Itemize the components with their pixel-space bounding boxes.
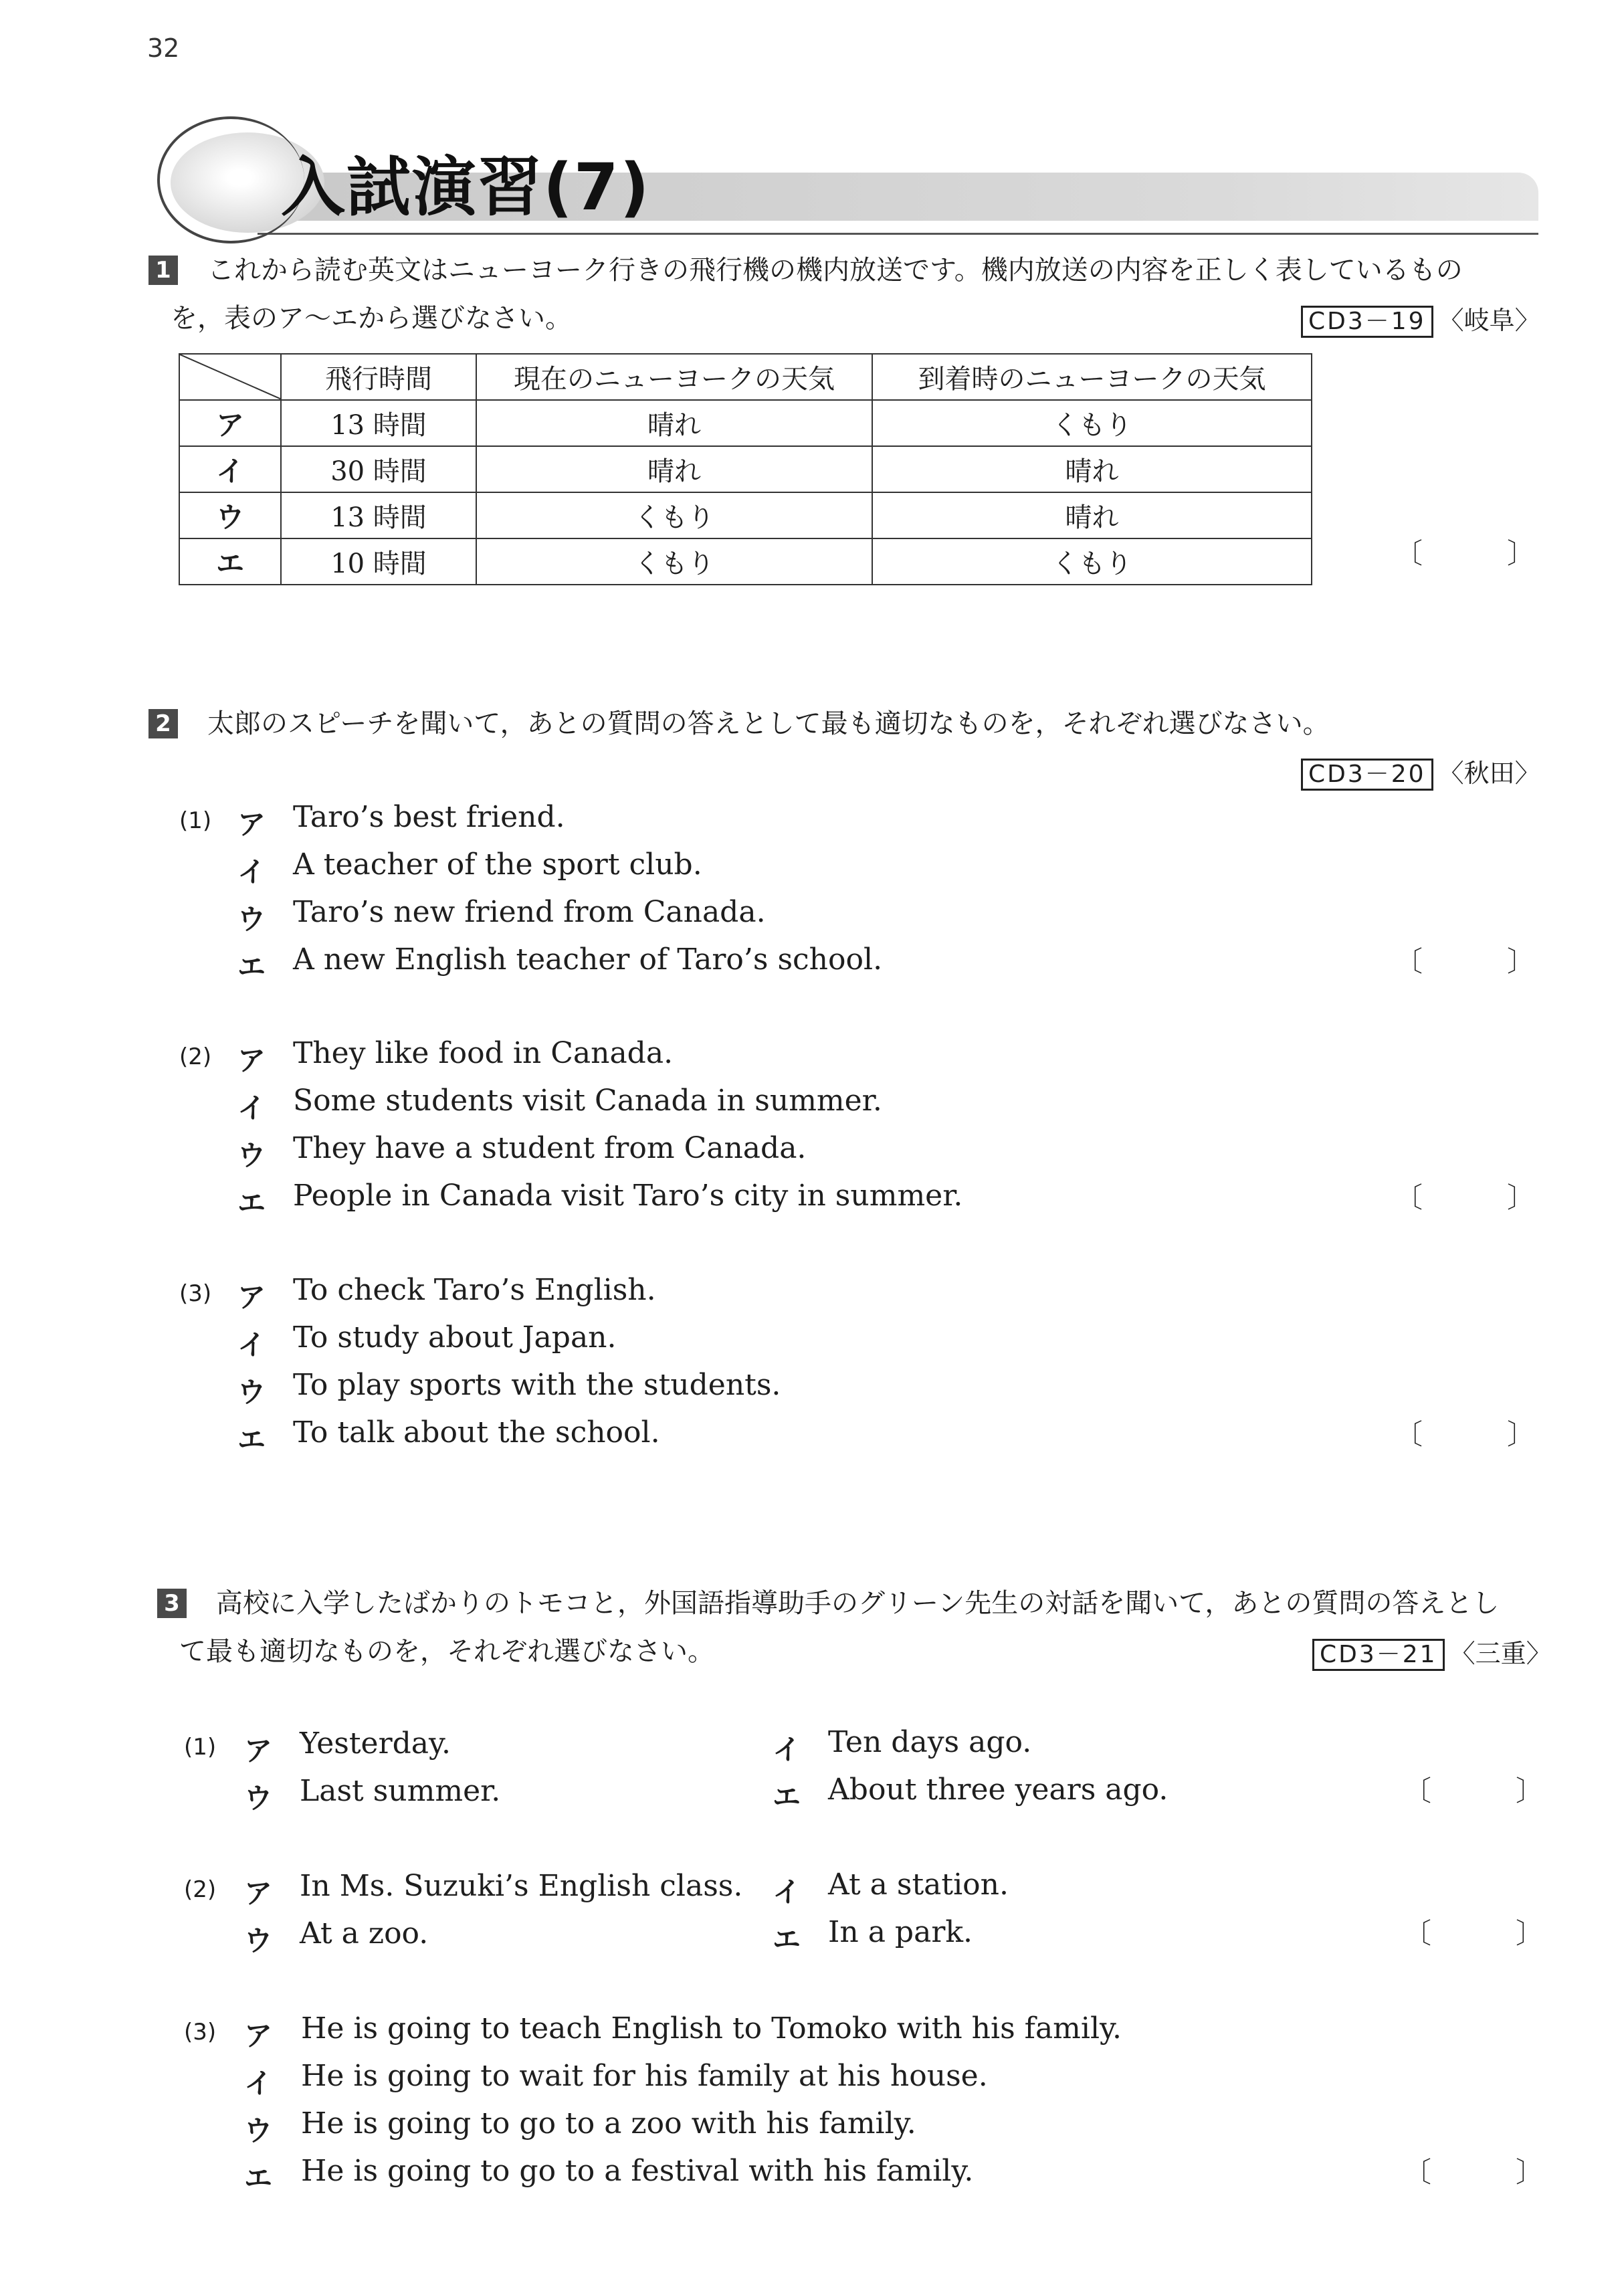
q1-row-label: エ — [179, 538, 281, 585]
q1-cd-source — [1301, 300, 1540, 338]
q2-option-label: ウ — [237, 903, 266, 936]
banner-rule — [258, 233, 1538, 235]
q2-option-label: イ — [237, 1092, 266, 1124]
q2-cd-source — [1301, 753, 1540, 791]
q2-option-text: To play sports with the students. — [293, 1368, 781, 1402]
q3-option-label: ア — [244, 1877, 273, 1910]
q3-option-label: ア — [244, 1734, 273, 1767]
q3-source: 〈三重〉 — [1449, 1639, 1552, 1668]
title-banner — [157, 114, 1538, 244]
q2-option-text: A new English teacher of Taro’s school. — [293, 942, 883, 977]
q2-cd-ref: CD3－20 — [1301, 759, 1433, 791]
q1-text-line1: これから読む英文はニューヨーク行きの飛行機の機内放送です。機内放送の内容を正しく表しているもの — [207, 255, 1463, 286]
q3-option-text: Last summer. — [300, 1774, 501, 1808]
q2-number: 2 — [148, 709, 178, 738]
q1-cell-now: くもり — [476, 538, 872, 585]
q3-option-text: At a station. — [828, 1868, 1009, 1902]
q3-option-text: Yesterday. — [300, 1726, 451, 1761]
q3-option-label: エ — [244, 2162, 273, 2195]
q3-option-text: In a park. — [828, 1915, 973, 1949]
q1-cell-now: くもり — [476, 492, 872, 538]
q3-2-answer-bracket[interactable]: 〔 〕 — [1403, 1917, 1544, 1950]
q3-heading — [157, 1589, 187, 1618]
q3-text-line1: 高校に入学したばかりのトモコと，外国語指導助手のグリーン先生の対話を聞いて，あとの質問の答えとし — [216, 1588, 1500, 1619]
q2-option-text: To study about Japan. — [293, 1320, 617, 1355]
q3-option-label: イ — [773, 1876, 801, 1908]
q1-table-row — [179, 538, 1312, 585]
q2-option-label: エ — [237, 951, 266, 983]
q2-option-label: エ — [237, 1187, 266, 1219]
q2-option-text: Taro’s new friend from Canada. — [293, 895, 766, 929]
q1-cell-arrival: 晴れ — [872, 492, 1312, 538]
q2-option-label: イ — [237, 856, 266, 888]
q1-cell-now: 晴れ — [476, 400, 872, 446]
q1-row-label: ア — [179, 400, 281, 446]
q2-option-text: People in Canada visit Taro’s city in summer. — [293, 1179, 963, 1213]
q3-cd-source — [1312, 1633, 1552, 1671]
q3-option-text: He is going to go to a zoo with his family. — [301, 2106, 916, 2140]
q3-option-label: イ — [244, 2067, 273, 2100]
q2-option-label: ア — [237, 1281, 266, 1314]
q1-table-row — [179, 492, 1312, 538]
q2-item-number: (2) — [179, 1043, 212, 1070]
q2-source: 〈秋田〉 — [1438, 759, 1540, 788]
q1-text-line2: を，表のア～エから選びなさい。 — [171, 303, 572, 334]
q1-cell-time: 13 時間 — [281, 492, 476, 538]
q1-heading — [148, 256, 178, 285]
q3-option-label: イ — [773, 1733, 801, 1766]
q1-cell-now: 晴れ — [476, 446, 872, 492]
q3-option-text: He is going to wait for his family at his house. — [301, 2059, 988, 2093]
page-title: 入試演習(7) — [281, 150, 651, 225]
q3-option-label: ウ — [244, 1782, 273, 1815]
q1-table-row — [179, 400, 1312, 446]
q2-1-answer-bracket[interactable]: 〔 〕 — [1395, 945, 1536, 978]
q1-cell-time: 30 時間 — [281, 446, 476, 492]
q1-header-cell: 飛行時間 — [281, 354, 476, 400]
q3-option-text: About three years ago. — [828, 1773, 1169, 1807]
q3-option-label: ウ — [244, 1924, 273, 1957]
q3-text-line2: て最も適切なものを，それぞれ選びなさい。 — [179, 1636, 714, 1667]
q2-option-text: They like food in Canada. — [293, 1036, 674, 1070]
q2-option-label: イ — [237, 1328, 266, 1361]
q2-option-text: Taro’s best friend. — [293, 800, 565, 834]
q2-option-text: To check Taro’s English. — [293, 1273, 656, 1307]
diagonal-line — [180, 355, 282, 399]
q1-cell-arrival: くもり — [872, 538, 1312, 585]
q3-option-text: He is going to go to a festival with his family. — [301, 2154, 974, 2188]
q1-cell-time: 13 時間 — [281, 400, 476, 446]
q1-cd-ref: CD3－19 — [1301, 306, 1433, 338]
q2-item-number: (1) — [179, 807, 212, 834]
q1-table-corner — [179, 354, 281, 400]
q3-option-text: He is going to teach English to Tomoko with his family. — [301, 2011, 1122, 2046]
q3-cd-ref: CD3－21 — [1312, 1639, 1445, 1671]
q2-option-label: エ — [237, 1423, 266, 1456]
q2-option-label: ア — [237, 1044, 266, 1077]
q3-1-answer-bracket[interactable]: 〔 〕 — [1403, 1775, 1544, 1807]
q1-table — [179, 353, 1312, 585]
q2-3-answer-bracket[interactable]: 〔 〕 — [1395, 1418, 1536, 1451]
q2-option-label: ア — [237, 808, 266, 841]
q1-header-cell: 到着時のニューヨークの天気 — [872, 354, 1312, 400]
q2-item-number: (3) — [179, 1280, 212, 1307]
q2-option-text: They have a student from Canada. — [293, 1131, 807, 1165]
q2-option-label: ウ — [237, 1139, 266, 1172]
q2-option-text: Some students visit Canada in summer. — [293, 1084, 882, 1118]
q1-header-cell: 現在のニューヨークの天気 — [476, 354, 872, 400]
q3-3-answer-bracket[interactable]: 〔 〕 — [1403, 2156, 1544, 2189]
q1-table-row — [179, 446, 1312, 492]
q2-option-label: ウ — [237, 1376, 266, 1409]
q2-2-answer-bracket[interactable]: 〔 〕 — [1395, 1181, 1536, 1214]
q1-row-label: ウ — [179, 492, 281, 538]
q2-heading — [148, 709, 178, 738]
q2-option-text: A teacher of the sport club. — [293, 848, 702, 882]
q1-cell-arrival: くもり — [872, 400, 1312, 446]
q3-option-label: エ — [773, 1781, 801, 1813]
q1-table-header — [179, 354, 1312, 400]
q1-row-label: イ — [179, 446, 281, 492]
q3-item-number: (3) — [184, 2019, 217, 2046]
q2-option-text: To talk about the school. — [293, 1415, 660, 1450]
q3-option-text: Ten days ago. — [828, 1725, 1032, 1759]
q2-text: 太郎のスピーチを聞いて，あとの質問の答えとして最も適切なものを，それぞれ選びなさい。 — [207, 708, 1330, 739]
q3-option-label: ウ — [244, 2114, 273, 2147]
q1-answer-bracket[interactable]: 〔 〕 — [1395, 537, 1536, 570]
q3-option-text: In Ms. Suzuki’s English class. — [300, 1869, 743, 1903]
q3-item-number: (1) — [184, 1734, 217, 1761]
q1-cell-time: 10 時間 — [281, 538, 476, 585]
q1-source: 〈岐阜〉 — [1438, 306, 1540, 335]
q3-option-label: ア — [244, 2019, 273, 2052]
q3-item-number: (2) — [184, 1876, 217, 1903]
q1-cell-arrival: 晴れ — [872, 446, 1312, 492]
q3-option-text: At a zoo. — [300, 1916, 429, 1951]
q3-option-label: エ — [773, 1923, 801, 1956]
q1-number: 1 — [148, 256, 178, 285]
page-number: 32 — [147, 33, 180, 63]
q3-number: 3 — [157, 1589, 187, 1618]
